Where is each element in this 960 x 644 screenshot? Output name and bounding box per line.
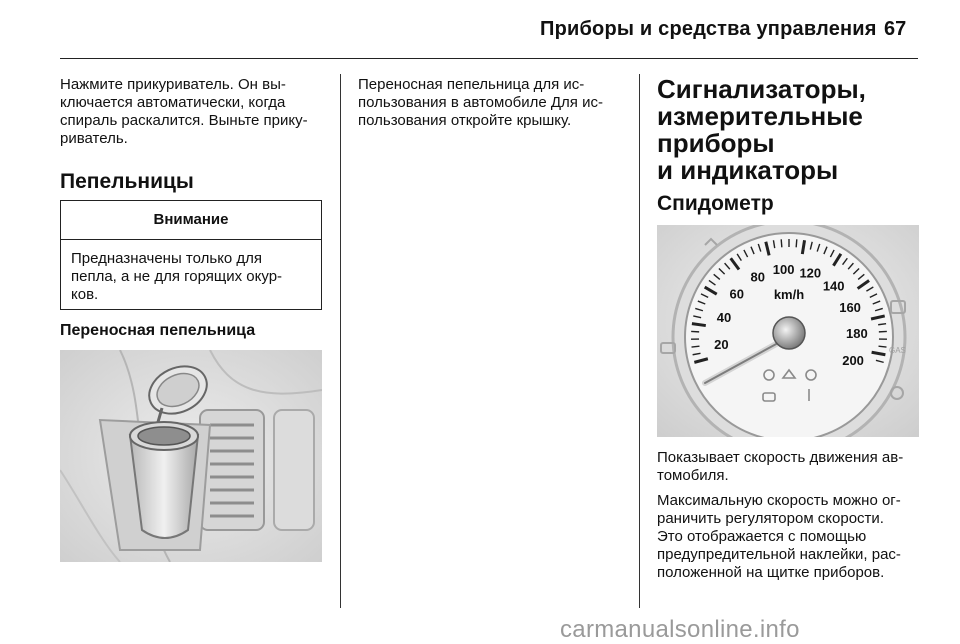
portable-ashtray-heading: Переносная пепельница	[60, 322, 255, 340]
text-line: пепла, а не для горящих окур-	[71, 268, 311, 286]
heading-line: и индикаторы	[657, 157, 866, 184]
warning-box	[60, 200, 322, 310]
major-tick	[692, 324, 706, 326]
minor-tick	[796, 239, 797, 247]
page-header-title: Приборы и средства управления	[540, 18, 877, 41]
warning-title: Внимание	[61, 201, 321, 240]
column-divider-left	[340, 74, 341, 608]
text-line: раничить регулятором скорости.	[657, 510, 901, 528]
text-line: Это отображается с помощью	[657, 528, 901, 546]
speed-label-80: 80	[750, 270, 764, 285]
minor-tick	[692, 346, 700, 347]
text-line: Показывает скорость движения ав-	[657, 449, 903, 467]
speed-label-120: 120	[799, 265, 821, 280]
intro-paragraph	[60, 76, 308, 148]
speedometer-illustration	[657, 225, 919, 437]
ashtrays-heading: Пепельницы	[60, 170, 194, 194]
text-line: положенной на щитке приборов.	[657, 564, 901, 582]
text-line: Нажмите прикуриватель. Он вы-	[60, 76, 308, 94]
minor-tick	[879, 346, 887, 347]
text-line: пользования в автомобиле Для ис-	[358, 94, 603, 112]
portable-ashtray-description	[358, 76, 603, 130]
minor-tick	[781, 239, 782, 247]
text-line: Максимальную скорость можно ог-	[657, 492, 901, 510]
warning-text	[61, 240, 321, 304]
heading-line: измерительные	[657, 103, 866, 130]
text-line: томобиля.	[657, 467, 903, 485]
text-line: спираль раскалится. Выньте прику-	[60, 112, 308, 130]
speed-label-140: 140	[823, 279, 845, 294]
heading-line: приборы	[657, 130, 866, 157]
speed-label-100: 100	[773, 262, 795, 277]
speed-unit-label: km/h	[774, 287, 804, 302]
section-heading	[657, 76, 866, 184]
text-line: пользования откройте крышку.	[358, 112, 603, 130]
speed-label-200: 200	[842, 353, 864, 368]
speed-label-20: 20	[714, 337, 728, 352]
speed-label-60: 60	[730, 286, 744, 301]
text-line: Переносная пепельница для ис-	[358, 76, 603, 94]
speed-label-160: 160	[839, 300, 861, 315]
text-line: ключается автоматически, когда	[60, 94, 308, 112]
text-line: Предназначены только для	[71, 250, 311, 268]
ashtray-illustration	[60, 350, 322, 562]
text-line: риватель.	[60, 130, 308, 148]
text-line: ков.	[71, 286, 311, 304]
text-line: предупредительной наклейки, рас-	[657, 546, 901, 564]
speed-label-40: 40	[717, 310, 731, 325]
svg-text:GAS: GAS	[889, 346, 906, 355]
speed-label-180: 180	[846, 326, 868, 341]
speedometer-paragraph-2	[657, 492, 901, 582]
watermark: carmanualsonline.info	[560, 616, 800, 644]
column-divider-right	[639, 74, 640, 608]
speedometer-heading: Спидометр	[657, 192, 774, 216]
heading-line: Сигнализаторы,	[657, 76, 866, 103]
header-rule	[60, 58, 918, 59]
speedometer-paragraph-1	[657, 449, 903, 485]
page-number: 67	[884, 18, 906, 41]
air-vent	[200, 410, 314, 530]
